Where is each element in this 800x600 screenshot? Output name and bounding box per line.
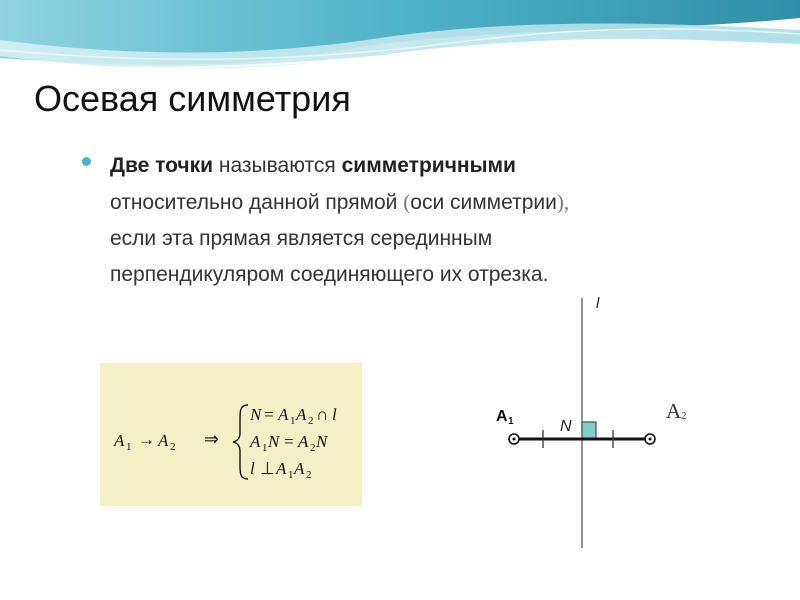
point-a1-label: A (496, 408, 508, 425)
symmetry-diagram (480, 290, 700, 555)
term-two-points: Две точки (110, 154, 214, 177)
bullet-icon (82, 157, 91, 166)
header-wave-decoration (0, 0, 800, 80)
axis-label: l (596, 295, 600, 312)
formula-svg (100, 363, 362, 506)
text-relative: относительно данной прямой (110, 191, 404, 214)
line2-n1: N (268, 432, 280, 451)
text-perpendicular: перпендикуляром соединяющего их отрезка. (110, 263, 549, 286)
right-angle-marker (582, 422, 596, 438)
line1-eq: = (264, 405, 274, 424)
line2-n2: N (316, 432, 328, 451)
formula-box (100, 363, 362, 506)
line3-a2-sub: 2 (306, 469, 312, 481)
point-a2-label: A (666, 399, 682, 423)
paren-close: ), (556, 190, 570, 214)
text-called: называются (213, 154, 342, 177)
point-a1-sub: 1 (508, 416, 514, 427)
line3-a1: A (276, 459, 287, 478)
line1-a2: A (296, 405, 307, 424)
line1-l: l (332, 405, 337, 424)
system-line-3 (250, 459, 312, 481)
line1-cap: ∩ (316, 405, 329, 424)
point-a2-sub: 2 (681, 410, 687, 422)
system-line-2 (249, 432, 329, 454)
term-symmetric: симметричными (341, 154, 516, 177)
paren-open: ( (403, 190, 411, 214)
text-if-line: если эта прямая является серединным (110, 227, 493, 250)
line1-n: N (250, 405, 262, 424)
system-line-1 (249, 405, 337, 427)
line3-a1-sub: 1 (288, 469, 294, 481)
line2-eq: = (284, 432, 294, 451)
midpoint-label: N (560, 418, 572, 435)
line3-l: l (250, 459, 255, 478)
formula-arrow: → (138, 430, 155, 449)
formula-implies: ⇒ (204, 429, 220, 449)
definition-text (110, 148, 750, 293)
line1-a2-sub: 2 (308, 415, 314, 427)
slide-title: Осевая симметрия (34, 78, 351, 119)
text-axis-of-symmetry: оси симметрии (410, 191, 557, 214)
line2-a1-sub: 1 (262, 442, 268, 454)
line3-a2: A (294, 459, 305, 478)
line1-a1-sub: 1 (290, 415, 296, 427)
line2-a1: A (250, 432, 261, 451)
formula-a1: A (114, 431, 125, 450)
line2-a2-sub: 2 (310, 442, 316, 454)
point-a1-icon (509, 434, 519, 444)
line2-a2: A (298, 432, 309, 451)
line3-perp: ⊥ (260, 459, 275, 478)
point-a2-icon (645, 434, 655, 444)
formula-a2: A (158, 431, 169, 450)
formula-brace (233, 405, 248, 479)
formula-a1-sub: 1 (126, 441, 132, 453)
line1-a1: A (278, 405, 289, 424)
formula-a2-sub: 2 (170, 441, 176, 453)
